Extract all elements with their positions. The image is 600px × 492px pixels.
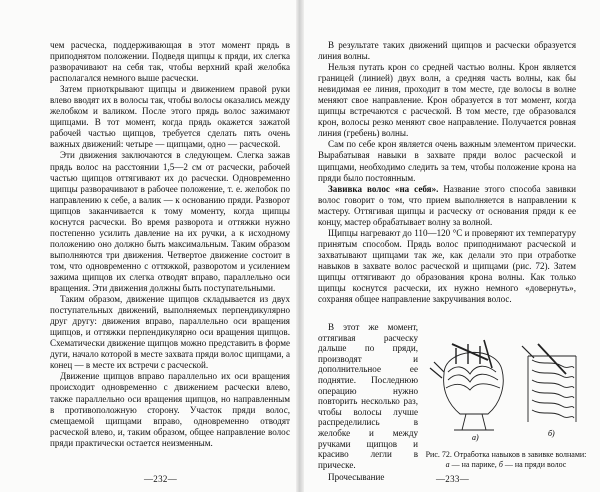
paragraph: Движение щипцов вправо параллельно их оси вращения происходит одновременно с движением расчески влево, также параллельно оси вращения щипцов, но направленным в противоположную сторону. Участок пряди волос, смещаемой щипцами вправо, одновременно отводят расческой влево, и, таким образом, общее направление волос пряди практически остается неизменным.: [50, 371, 290, 448]
right-page-text: [318, 40, 576, 305]
paragraph-text: В результате таких движений щипцов и расчески образуется линия волны.: [318, 40, 576, 62]
paragraph: [318, 228, 576, 305]
figure-label-b: б): [548, 429, 555, 438]
paragraph: [318, 139, 576, 183]
paragraph: Таким образом, движение щипцов складывается из двух поступательных движений, выполняемых перпендикулярно друг другу: движения вправо, параллельно оси вращения щипцов, и оттяжки перпендикулярно оси вращения щипцов. Схематически движение щипцов можно представить в форме дуги, начало которой в месте захвата пряди волос щипцами, а конец — в месте их встречи с расческой.: [50, 294, 290, 371]
caption-text-a: — на парике,: [449, 459, 499, 469]
hair-strand-drawing: [522, 344, 576, 422]
right-page: [300, 0, 600, 492]
mannequin-head-drawing: [430, 340, 503, 430]
caption-text-b: — на пряди волос: [502, 459, 567, 469]
figure-illustration: [426, 334, 586, 444]
paragraph-text: Сам по себе крон является очень важным элементом прически. Вырабатывая навыки в захвате пряди волос расческой и щипцами, необходимо следить за тем, чтобы положение крона на пряди было постоянным.: [318, 139, 576, 183]
caption-letter-a: а: [445, 459, 450, 469]
left-page-text: [50, 40, 290, 449]
paragraph: Прочесывание: [328, 472, 385, 483]
right-page-narrow-text: [318, 322, 418, 483]
section-heading: Завивка волос «на себя».: [328, 183, 439, 194]
page-number-left: —232—: [144, 474, 177, 484]
caption-title: Рис. 72. Отработка навыков в завивке волнами:: [425, 450, 587, 459]
figure-caption: [422, 450, 590, 469]
paragraph: Эти движения заключаются в следующем. Слегка зажав прядь волос на расстоянии 1,5—2 см от расчески, рабочей частью щипцов оттягивают их до расчески. Одновременно щипцы разворачивают в рабочее положение, т. е. желобок по направлению к себе, а валик — к основанию пряди. Разворот щипцов заканчивается к тому моменту, когда щипцы коснутся расчески. Во время разворота и оттяжки нужно постепенно усилить давление на их ручки, а к исходному положению оно должно быть максимальным. Таким образом выполняются три движения. Четвертое движение состоит в том, что одновременно с оттяжкой, разворотом и усилением зажима щипцов их слегка отводят вправо, параллельно оси вращения. Эти движения должны быть поступательными.: [50, 150, 290, 294]
paragraph: чем расческа, поддерживающая в этот момент прядь в приподнятом положении. Подведя щипцы к пряди, их слегка разворачивают на себя так, чтобы верхний край желобка располагался немного выше расчески.: [50, 40, 290, 84]
paragraph: Затем приоткрывают щипцы и движением правой руки влево вводят их в волосы так, чтобы волосы оказались между желобком и валиком. После этого прядь волос зажимают щипцами. В тот момент, когда прядь окажется зажатой рабочей частью щипцов, требуется сделать пять очень важных движений: четыре — щипцами, одно — расческой.: [50, 84, 290, 150]
figure-label-a: а): [472, 433, 479, 442]
figure-72: [426, 334, 586, 444]
paragraph: [318, 184, 576, 228]
paragraph: В этот же момент, оттягивая расческу дальше по пряди, производят и дополнительное ее поднятие. Последнюю операцию нужно повторить несколько раз, чтобы волосы лучше распределились в желобке и между ручками щипцов и красиво легли в прическе.: [318, 322, 418, 470]
paragraph: [318, 62, 576, 139]
page-number-right: —233—: [436, 474, 469, 484]
paragraph-text: Нельзя путать крон со средней частью волны. Крон является границей (линией) двух волн, а средняя часть волны, как бы невидимая ее линия, проходит в том месте, где волосы в волне меняют свое направление. Крон образуется в тот момент, когда щипцы встречаются с расческой. В том месте, где образовался крон, волосы резко меняют свое направление. Получается ровная линия (гребень) волны.: [318, 62, 576, 139]
caption-letter-b: б: [498, 459, 503, 469]
paragraph-text: Щипцы нагревают до 110—120 °С и проверяют их температуру принятым способом. Прядь волос приподнимают расческой и захватывают щипцами так же, как делали это при отработке навыков в захвате волос расческой и щипцами (рис. 72). Затем щипцы оттягивают до образования крона волны. Как только щипцы коснутся расчески, их нужно немного «довернуть», сохраняя общее направление закручивания волос.: [318, 227, 576, 305]
paragraph-text: Название этого способа завивки волос говорит о том, что прием выполняется в направлении к мастеру. Оттягивая щипцы и расческу от основания пряди к ее концу, мастер обрабатывает волну за волной.: [318, 183, 576, 227]
paragraph: [318, 40, 576, 62]
caption-legend: [422, 460, 590, 470]
